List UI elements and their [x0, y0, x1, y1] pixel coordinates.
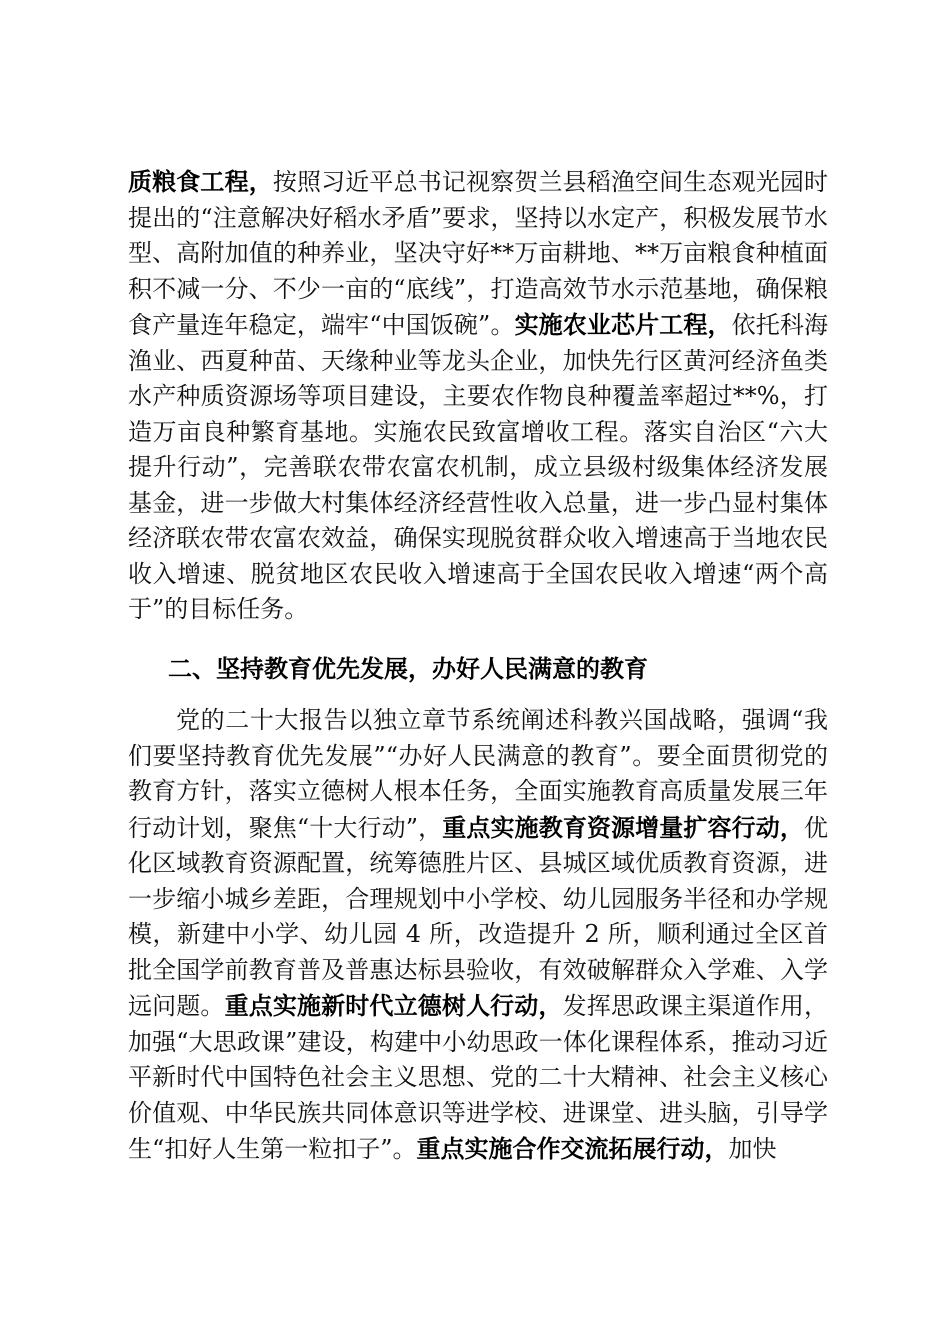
bold-phrase-grain-project: 质粮食工程， — [128, 167, 273, 196]
paragraph-text: 加快 — [728, 1135, 777, 1163]
paragraph-grain-projects — [128, 164, 828, 628]
paragraph-text: 发挥思政课主渠道作用，加强“大思政课”建设，构建中小幼思政一体化课程体系，推动习近平新时代中国特色社会主义思想、党的二十大精神、社会主义核心价值观、中华民族共同体意识等进学校、进课堂、进头脑，引导学生“扣好人生第一粒扣子”。 — [128, 992, 829, 1163]
document-body — [128, 164, 828, 1168]
bold-phrase-cooperation-exchange: 重点实施合作交流拓展行动， — [416, 1134, 729, 1163]
paragraph-text: 按照习近平总书记视察贺兰县稻渔空间生态观光园时提出的“注意解决好稻水矛盾”要求，坚持以水定产，积极发展节水型、高附加值的种养业，坚决守好**万亩耕地、**万亩粮食种植面积不减一分、不少一亩的“底线”，打造高效节水示范基地，确保粮食产量连年稳定，端牢“中国饭碗”。 — [128, 168, 829, 339]
bold-phrase-resource-expansion: 重点实施教育资源增量扩容行动， — [442, 812, 805, 842]
paragraph-education — [128, 703, 828, 1168]
section-heading-education: 二、坚持教育优先发展，办好人民满意的教育 — [168, 654, 648, 683]
paragraph-text: 依托科海渔业、西夏种苗、天缘种业等龙头企业，加快先行区黄河经济鱼类水产种质资源场等项目建设，主要农作物良种覆盖率超过**%，打造万亩良种繁育基地。实施农民致富增收工程。落实自治区“六大提升行动”，完善联农带农富农机制，成立县级村级集体经济发展基金，进一步做大村集体经济经营性收入总量，进一步凸显村集体经济联农带农富农效益，确保实现脱贫群众收入增速高于当地农民收入增速、脱贫地区农民收入增速高于全国农民收入增速“两个高于”的目标任务。 — [128, 311, 828, 623]
paragraph-text: 党的二十大报告以独立章节系统阐述科教兴国战略，强调“我们要坚持教育优先发展”“办好人民满意的教育”。要全面贯彻党的教育方针，落实立德树人根本任务，全面实施教育高质量发展三年行动计划，聚焦“十大行动”， — [128, 706, 828, 842]
bold-phrase-agri-chip-project: 实施农业芯片工程， — [514, 310, 732, 339]
paragraph-text: 优化区域教育资源配置，统筹德胜片区、县城区域优质教育资源，进一步缩小城乡差距，合理规划中小学校、幼儿园服务半径和办学规模，新建中小学、幼儿园 4 所，改造提升 2 所，顺利通过全区首批全国学前教育普及普惠达标县验收，有效破解群众入学难、入学远问题。 — [128, 813, 829, 1020]
bold-phrase-moral-education: 重点实施新时代立德树人行动， — [224, 991, 563, 1020]
